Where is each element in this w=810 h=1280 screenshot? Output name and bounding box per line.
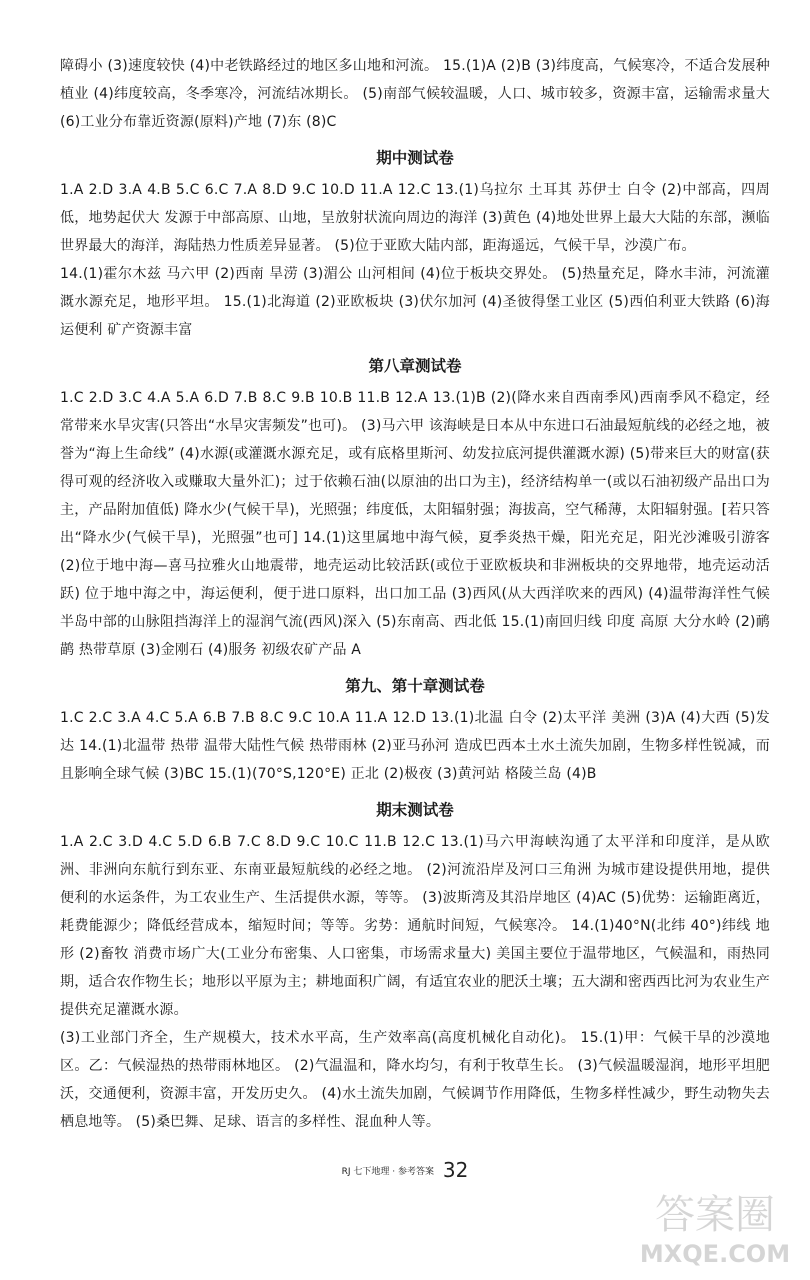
intro-paragraph: 障碍小 (3)速度较快 (4)中老铁路经过的地区多山地和河流。 15.(1)A (2)B (3)纬度高，气候寒冷，不适合发展种植业 (4)纬度较高，冬季寒冷，河流结冰期长。 (5)南部气候较温暖，人口、城市较多，资源丰富，运输需求量大 (6)工业分布靠近资源(原料)产地 (7)东 (8)C [60,58,770,130]
page-footer [0,1158,810,1182]
watermark-top-text: 答案圈 [655,1192,775,1238]
watermark-logo [630,1182,800,1272]
section-title-midterm: 期中测试卷 [376,149,454,167]
midterm-paragraph-2: 14.(1)霍尔木兹 马六甲 (2)西南 旱涝 (3)湄公 山河相间 (4)位于板块交界处。 (5)热量充足，降水丰沛，河流灌溉水源充足，地形平坦。 15.(1)北海道 (2)亚欧板块 (3)伏尔加河 (4)圣彼得堡工业区 (5)西伯利亚大铁路 (6)海运便利 矿产资源丰富 [60,266,770,338]
section-title-chapter-8: 第八章测试卷 [368,357,462,375]
watermark-bottom-text: MXQE.COM [639,1240,791,1268]
chapter-9-10-paragraph: 1.C 2.C 3.A 4.C 5.A 6.B 7.B 8.C 9.C 10.A 11.A 12.D 13.(1)北温 白令 (2)太平洋 美洲 (3)A (4)大西 (5)发达 14.(1)北温带 热带 温带大陆性气候 热带雨林 (2)亚马孙河 造成巴西本土水土流失加剧，生物多样性锐减，而且影响全球气候 (3)BC 15.(1)(70°S,120°E) 正北 (2)极夜 (3)黄河站 格陵兰岛 (4)B [60,710,770,782]
final-paragraph-1: 1.A 2.C 3.D 4.C 5.D 6.B 7.C 8.D 9.C 10.C 11.B 12.C 13.(1)马六甲海峡沟通了太平洋和印度洋，是从欧洲、非洲向东航行到东亚、东南亚最短航线的必经之地。 (2)河流沿岸及河口三角洲 为城市建设提供用地，提供便利的水运条件，为工农业生产、生活提供水源，等等。 (3)波斯湾及其沿岸地区 (4)AC (5)优势：运输距离近，耗费能源少；降低经营成本，缩短时间；等等。劣势：通航时间短，气候寒冷。 14.(1)40°N(北纬 40°)纬线 地形 (2)畜牧 消费市场广大(工业分布密集、人口密集，市场需求量大) 美国主要位于温带地区，气候温和，雨热同期，适合农作物生长；地形以平原为主；耕地面积广阔，有适宜农业的肥沃土壤；五大湖和密西西比河为农业生产提供充足灌溉水源。 [60,834,770,1018]
section-title-final: 期末测试卷 [376,801,454,819]
answer-page [60,52,770,1136]
final-paragraph-2: (3)工业部门齐全，生产规模大，技术水平高，生产效率高(高度机械化自动化)。 15.(1)甲：气候干旱的沙漠地区。乙：气候湿热的热带雨林地区。 (2)气温温和，降水均匀，有利于牧草生长。 (3)气候温暖湿润，地形平坦肥沃，交通便利，资源丰富，开发历史久。 (4)水土流失加剧，气候调节作用降低，生物多样性减少，野生动物失去栖息地等。 (5)桑巴舞、足球、语言的多样性、混血种人等。 [60,1030,770,1130]
midterm-paragraph-1: 1.A 2.D 3.A 4.B 5.C 6.C 7.A 8.D 9.C 10.D 11.A 12.C 13.(1)乌拉尔 土耳其 苏伊士 白令 (2)中部高，四周低，地势起伏大 发源于中部高原、山地，呈放射状流向周边的海洋 (3)黄色 (4)地处世界上最大大陆的东部，濒临世界最大的海洋，海陆热力性质差异显著。 (5)位于亚欧大陆内部，距海遥远，气候干旱，沙漠广布。 [60,182,770,254]
chapter-8-paragraph: 1.C 2.D 3.C 4.A 5.A 6.D 7.B 8.C 9.B 10.B 11.B 12.A 13.(1)B (2)(降水来自西南季风)西南季风不稳定，经常带来水旱灾害(只答出“水旱灾害频发”也可)。 (3)马六甲 该海峡是日本从中东进口石油最短航线的必经之地，被誉为“海上生命线” (4)水源(或灌溉水源充足，或有底格里斯河、幼发拉底河提供灌溉水源) (5)带来巨大的财富(获得可观的经济收入或赚取大量外汇)；过于依赖石油(以原油的出口为主)，经济结构单一(或以石油初级产品出口为主，产品附加值低) 降水少(气候干旱)，光照强；纬度低，太阳辐射强；海拔高，空气稀薄，太阳辐射强。[若只答出“降水少(气候干旱)，光照强”也可] 14.(1)这里属地中海气候，夏季炎热干燥，阳光充足，阳光沙滩吸引游客 (2)位于地中海—喜马拉雅火山地震带，地壳运动比较活跃(或位于亚欧板块和非洲板块的交界地带，地壳运动活跃) 位于地中海之中，海运便利，便于进口原料，出口加工品 (3)西风(从大西洋吹来的西风) (4)温带海洋性气候 半岛中部的山脉阻挡海洋上的湿润气流(西风)深入 (5)东南高、西北低 15.(1)南回归线 印度 高原 大分水岭 (2)鸸鹋 热带草原 (3)金刚石 (4)服务 初级农矿产品 A [60,390,770,658]
page-number: 32 [442,1158,469,1182]
footer-label: RJ 七下地理 · 参考答案 [341,1167,435,1177]
section-title-chapter-9-10: 第九、第十章测试卷 [345,677,485,695]
